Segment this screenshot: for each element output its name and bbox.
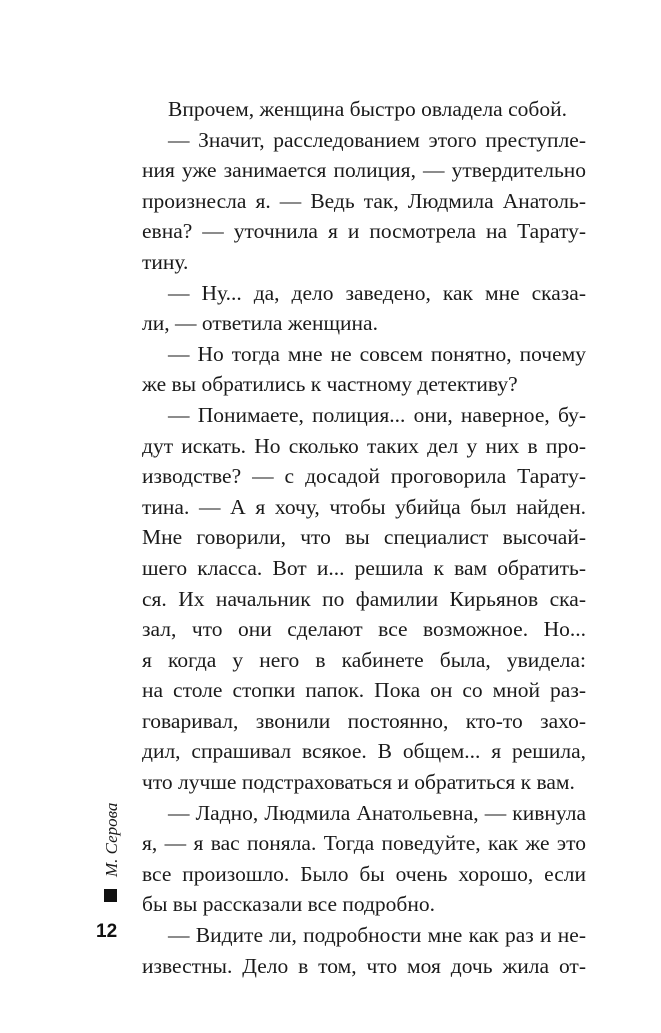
text-line: — Ладно, Людмила Анатольевна, — кивнула: [168, 800, 586, 825]
text-line: изводстве? — с досадой проговорила Тарату-: [142, 464, 586, 489]
text-line: Впрочем, женщина быстро овладела собой.: [168, 97, 567, 121]
text-line: тина. — А я хочу, чтобы убийца был найден.: [142, 494, 586, 519]
text-line: известны. Дело в том, что моя дочь жила от-: [142, 953, 586, 978]
text-line: на столе стопки папок. Пока он со мной раз-: [142, 678, 586, 703]
body-text: [142, 94, 586, 981]
text-line: Мне говорили, что вы специалист высочай-: [142, 525, 586, 550]
text-line: шего класса. Вот и... решила к вам обратить-: [142, 555, 586, 580]
text-line: ния уже занимается полиция, — утвердительно: [142, 158, 586, 183]
text-line: евна? — уточнила я и посмотрела на Тарату-: [142, 219, 586, 244]
text-line: я, — я вас поняла. Тогда поведуйте, как же это: [142, 831, 586, 856]
text-line: — Понимаете, полиция... они, наверное, бу-: [168, 402, 586, 427]
square-marker: [104, 889, 117, 902]
text-line: дут искать. Но сколько таких дел у них в про-: [142, 433, 586, 458]
text-line: произнесла я. — Ведь так, Людмила Анатоль-: [142, 188, 586, 213]
text-line: — Ну... да, дело заведено, как мне сказа-: [168, 280, 586, 305]
text-line: бы вы рассказали все подробно.: [142, 892, 436, 917]
text-line: ли, — ответила женщина.: [142, 311, 378, 336]
text-line: же вы обратились к частному детективу?: [142, 372, 518, 397]
text-line: — Но тогда мне не совсем понятно, почему: [168, 341, 586, 366]
text-line: тину.: [142, 249, 189, 274]
text-line: зал, что они сделают все возможное. Но...: [142, 617, 586, 642]
text-line: что лучше подстраховаться и обратиться к вам.: [142, 770, 575, 795]
text-line: — Значит, расследованием этого преступле-: [168, 127, 586, 152]
text-line: все произошло. Было бы очень хорошо, если: [142, 861, 586, 886]
text-line: дил, спрашивал всякое. В общем... я решила,: [142, 739, 586, 764]
running-head-author: М. Серова: [102, 802, 121, 877]
text-line: я когда у него в кабинете была, увидела:: [142, 647, 586, 672]
text-line: говаривал, звонили постоянно, кто-то захо-: [142, 708, 586, 733]
page-number: 12: [96, 921, 118, 942]
text-line: — Видите ли, подробности мне как раз и не-: [168, 923, 586, 948]
text-line: ся. Их начальник по фамилии Кирьянов ска-: [142, 586, 586, 611]
